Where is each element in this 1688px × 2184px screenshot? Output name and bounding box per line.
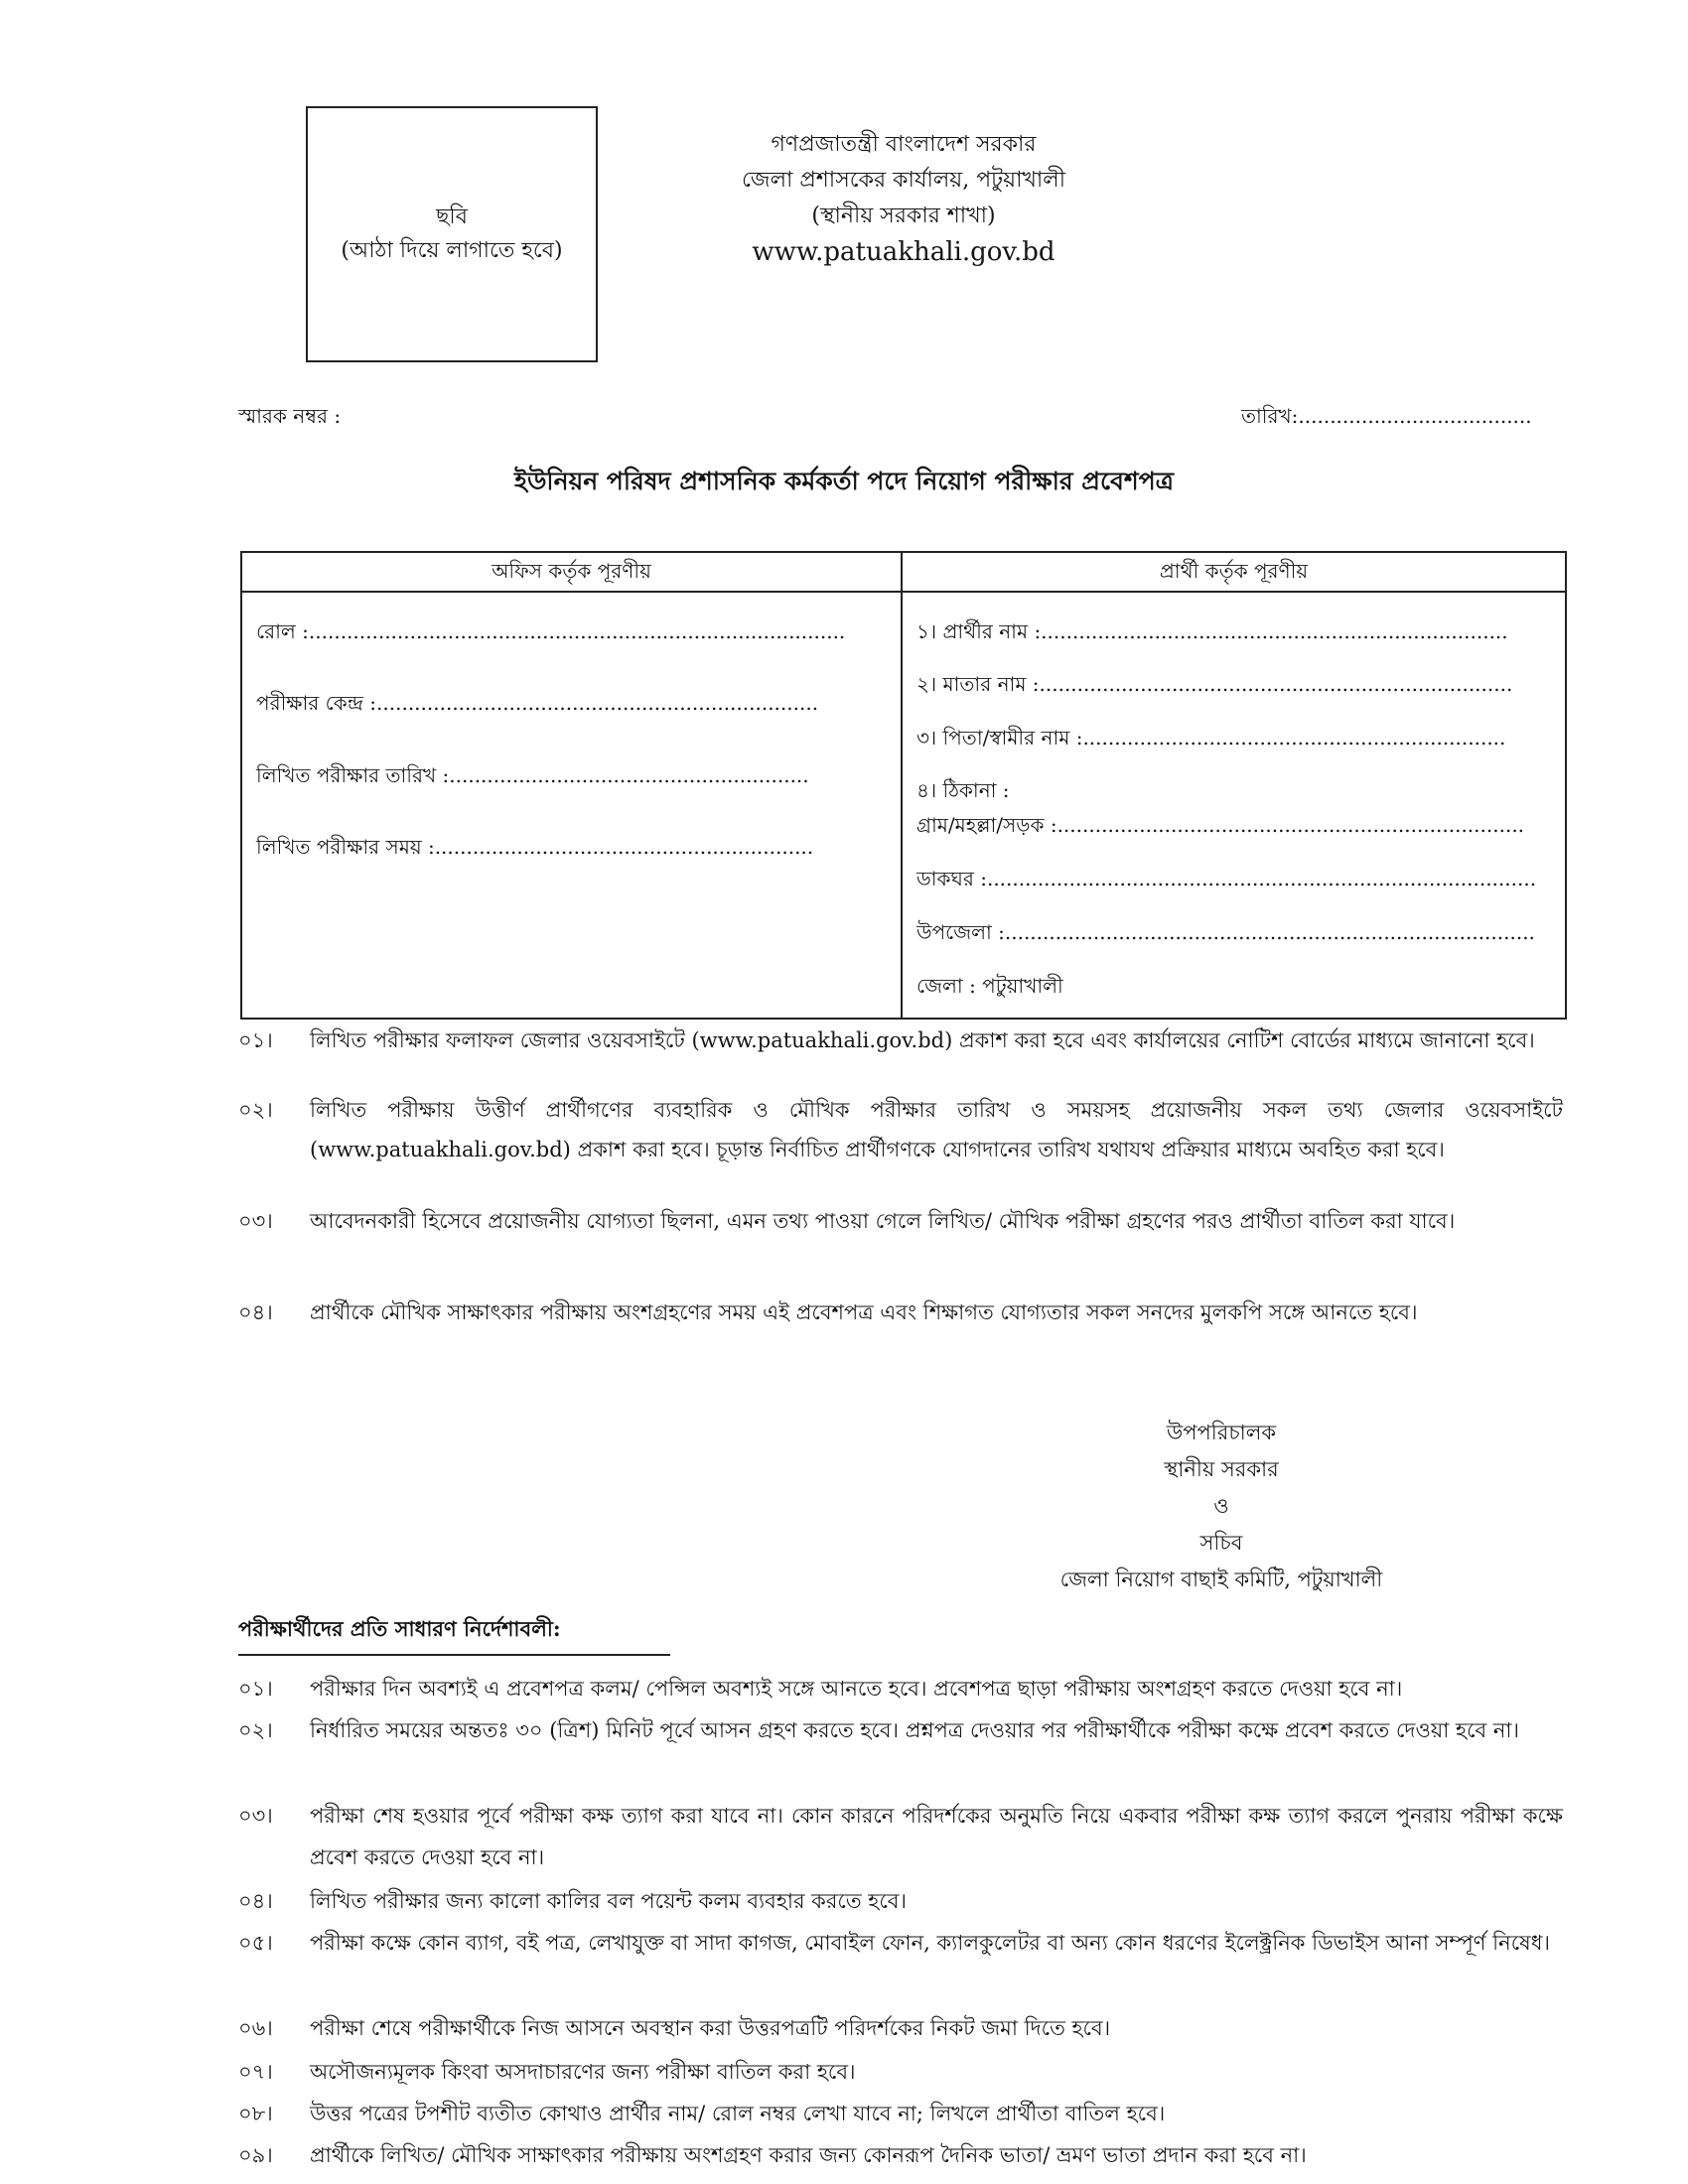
instruction-text: প্রার্থীকে লিখিত/ মৌখিক সাক্ষাৎকার পরীক্ষায় অংশগ্রহণ করার জন্য কোনরূপ দৈনিক ভাতা/ ভ্রমণ ভাতা প্রদান করা হবে না। bbox=[310, 2143, 1307, 2167]
instruction-number: ০৩। bbox=[238, 1804, 273, 1828]
instruction-item bbox=[238, 1795, 1569, 1878]
instruction-text: পরীক্ষার দিন অবশ্যই এ প্রবেশপত্র কলম/ পেন্সিল অবশ্যই সঙ্গে আনতে হবে। প্রবেশপত্র ছাড়া পরীক্ষায় অংশগ্রহণ করতে দেওয়া হবে না। bbox=[310, 1677, 1403, 1701]
instruction-number: ০৭। bbox=[238, 2060, 273, 2084]
memo-number-label: স্মারক নম্বর : bbox=[238, 404, 342, 428]
candidate-section-heading: প্রার্থী কর্তৃক পূরণীয় bbox=[1159, 559, 1309, 583]
instruction-number: ০১। bbox=[238, 1677, 273, 1701]
instruction-item bbox=[238, 2093, 1569, 2134]
instruction-item bbox=[238, 1709, 1569, 1793]
instruction-number: ০৬। bbox=[238, 2016, 273, 2040]
address-label: ৪। ঠিকানা : bbox=[916, 778, 1010, 802]
note-number: ০২। bbox=[238, 1098, 273, 1122]
note-number: ০৩। bbox=[238, 1209, 273, 1233]
instruction-number: ০৮। bbox=[238, 2102, 273, 2125]
instruction-item bbox=[238, 2007, 1569, 2049]
header-website: www.patuakhali.gov.bd bbox=[752, 237, 1055, 267]
note-text: লিখিত পরীক্ষার ফলাফল জেলার ওয়েবসাইটে (www.patuakhali.gov.bd) প্রকাশ করা হবে এবং কার্যালয়ের নোটিশ বোর্ডের মাধ্যমে জানানো হবে। bbox=[310, 1028, 1535, 1052]
note-item bbox=[238, 1293, 1569, 1334]
header-office: জেলা প্রশাসকের কার্যালয়, পটুয়াখালী bbox=[742, 168, 1065, 193]
instruction-number: ০৪। bbox=[238, 1889, 273, 1913]
district-field: জেলা : পটুয়াখালী bbox=[916, 974, 1063, 998]
date-field: তারিখ:..................................... bbox=[1241, 404, 1532, 428]
instruction-item bbox=[238, 1880, 1569, 1922]
upazila-field: উপজেলা :.................................................................................... bbox=[916, 920, 1535, 944]
roll-field: রোল :..................................................................................... bbox=[256, 619, 846, 643]
photo-box bbox=[306, 106, 598, 362]
signatory-secretary: সচিব bbox=[1199, 1531, 1243, 1555]
instruction-text: নির্ধারিত সময়ের অন্ততঃ ৩০ (ত্রিশ) মিনিট পূর্বে আসন গ্রহণ করতে হবে। প্রশ্নপত্র দেওয়ার পর পরীক্ষার্থীকে পরীক্ষা কক্ষে প্রবেশ করতে দেওয়া হবে না। bbox=[310, 1718, 1520, 1742]
note-number: ০১। bbox=[238, 1028, 273, 1052]
page-title: ইউনিয়ন পরিষদ প্রশাসনিক কর্মকর্তা পদে নিয়োগ পরীক্ষার প্রবেশপত্র bbox=[513, 467, 1175, 495]
written-exam-date-field: লিখিত পরীক্ষার তারিখ :......................................................... bbox=[256, 763, 809, 787]
signatory-and: ও bbox=[1213, 1494, 1229, 1518]
signatory-department: স্থানীয় সরকার bbox=[1164, 1457, 1279, 1481]
instruction-item bbox=[238, 1922, 1569, 2005]
column-divider bbox=[901, 553, 903, 1018]
header-branch: (স্থানীয় সরকার শাখা) bbox=[811, 204, 996, 228]
note-text: প্রার্থীকে মৌখিক সাক্ষাৎকার পরীক্ষায় অংশগ্রহণের সময় এই প্রবেশপত্র এবং শিক্ষাগত যোগ্যতার সকল সনদের মুলকপি সঙ্গে আনতে হবে। bbox=[310, 1300, 1418, 1324]
signatory-designation: উপপরিচালক bbox=[1166, 1421, 1277, 1444]
instruction-text: উত্তর পত্রের টপশীট ব্যতীত কোথাও প্রার্থীর নাম/ রোল নম্বর লেখা যাবে না; লিখলে প্রার্থীতা বাতিল হবে। bbox=[310, 2102, 1166, 2125]
signatory-committee: জেলা নিয়োগ বাছাই কমিটি, পটুয়াখালী bbox=[1059, 1568, 1383, 1591]
instruction-item bbox=[238, 1668, 1569, 1709]
photo-instruction: (আঠা দিয়ে লাগাতে হবে) bbox=[341, 238, 563, 263]
office-header bbox=[635, 127, 1172, 270]
instructions-heading: পরীক্ষার্থীদের প্রতি সাধারণ নির্দেশাবলী: bbox=[238, 1613, 670, 1656]
instruction-number: ০২। bbox=[238, 1718, 273, 1742]
note-number: ০৪। bbox=[238, 1300, 273, 1324]
instruction-text: পরীক্ষা শেষ হওয়ার পূর্বে পরীক্ষা কক্ষ ত্যাগ করা যাবে না। কোন কারনে পরিদর্শকের অনুমতি নিয়ে একবার পরীক্ষা কক্ষ ত্যাগ করলে পুনরায় পরীক্ষা কক্ষে প্রবেশ করতে দেওয়া হবে না। bbox=[310, 1804, 1563, 1869]
office-section-heading: অফিস কর্তৃক পূরণীয় bbox=[492, 559, 651, 583]
instruction-text: অসৌজন্যমূলক কিংবা অসদাচারণের জন্য পরীক্ষা বাতিল করা হবে। bbox=[310, 2060, 856, 2084]
candidate-name-field: ১। প্রার্থীর নাম :.......................................................................... bbox=[916, 619, 1508, 643]
header-divider bbox=[242, 591, 1565, 593]
signature-block bbox=[993, 1415, 1450, 1598]
written-exam-time-field: লিখিত পরীক্ষার সময় :............................................................ bbox=[256, 835, 814, 859]
instruction-item bbox=[238, 2051, 1569, 2093]
note-item bbox=[238, 1090, 1569, 1213]
note-text: লিখিত পরীক্ষায় উত্তীর্ণ প্রার্থীগণের ব্যবহারিক ও মৌখিক পরীক্ষার তারিখ ও সময়সহ প্রয়োজনীয় সকল তথ্য জেলার ওয়েবসাইটে (www.patuakhali.gov.bd) প্রকাশ করা হবে। চূড়ান্ত নির্বাচিত প্রার্থীগণকে যোগদানের তারিখ যথাযথ প্রক্রিয়ার মাধ্যমে অবহিত করা হবে। bbox=[310, 1098, 1563, 1161]
post-office-field: ডাকঘর :....................................................................................... bbox=[916, 867, 1537, 890]
header-government: গণপ্রজাতন্ত্রী বাংলাদেশ সরকার bbox=[771, 132, 1037, 157]
note-text: আবেদনকারী হিসেবে প্রয়োজনীয় যোগ্যতা ছিলনা, এমন তথ্য পাওয়া গেলে লিখিত/ মৌখিক পরীক্ষা গ্রহণের পরও প্রার্থীতা বাতিল করা যাবে। bbox=[310, 1209, 1456, 1233]
instruction-item bbox=[238, 2134, 1569, 2176]
village-field: গ্রাম/মহল্লা/সড়ক :.......................................................................... bbox=[916, 813, 1525, 837]
instruction-text: লিখিত পরীক্ষার জন্য কালো কালির বল পয়েন্ট কলম ব্যবহার করতে হবে। bbox=[310, 1889, 907, 1913]
instruction-number: ০৯। bbox=[238, 2143, 273, 2167]
father-husband-name-field: ৩। পিতা/স্বামীর নাম :................................................................... bbox=[916, 726, 1506, 750]
exam-center-field: পরীক্ষার কেন্দ্র :...................................................................... bbox=[256, 691, 819, 715]
instruction-text: পরীক্ষা শেষে পরীক্ষার্থীকে নিজ আসনে অবস্থান করা উত্তরপত্রটি পরিদর্শকের নিকট জমা দিতে হবে। bbox=[310, 2016, 1111, 2040]
mother-name-field: ২। মাতার নাম :........................................................................... bbox=[916, 672, 1513, 696]
instruction-text: পরীক্ষা কক্ষে কোন ব্যাগ, বই পত্র, লেখাযুক্ত বা সাদা কাগজ, মোবাইল ফোন, ক্যালকুলেটর বা অন্য কোন ধরণের ইলেক্ট্রনিক ডিভাইস আনা সম্পূর্ণ নিষেধ। bbox=[310, 1931, 1550, 1955]
admit-card-table bbox=[240, 551, 1567, 1020]
instruction-number: ০৫। bbox=[238, 1931, 273, 1955]
photo-label: ছবি bbox=[436, 205, 468, 229]
note-item bbox=[238, 1201, 1569, 1285]
